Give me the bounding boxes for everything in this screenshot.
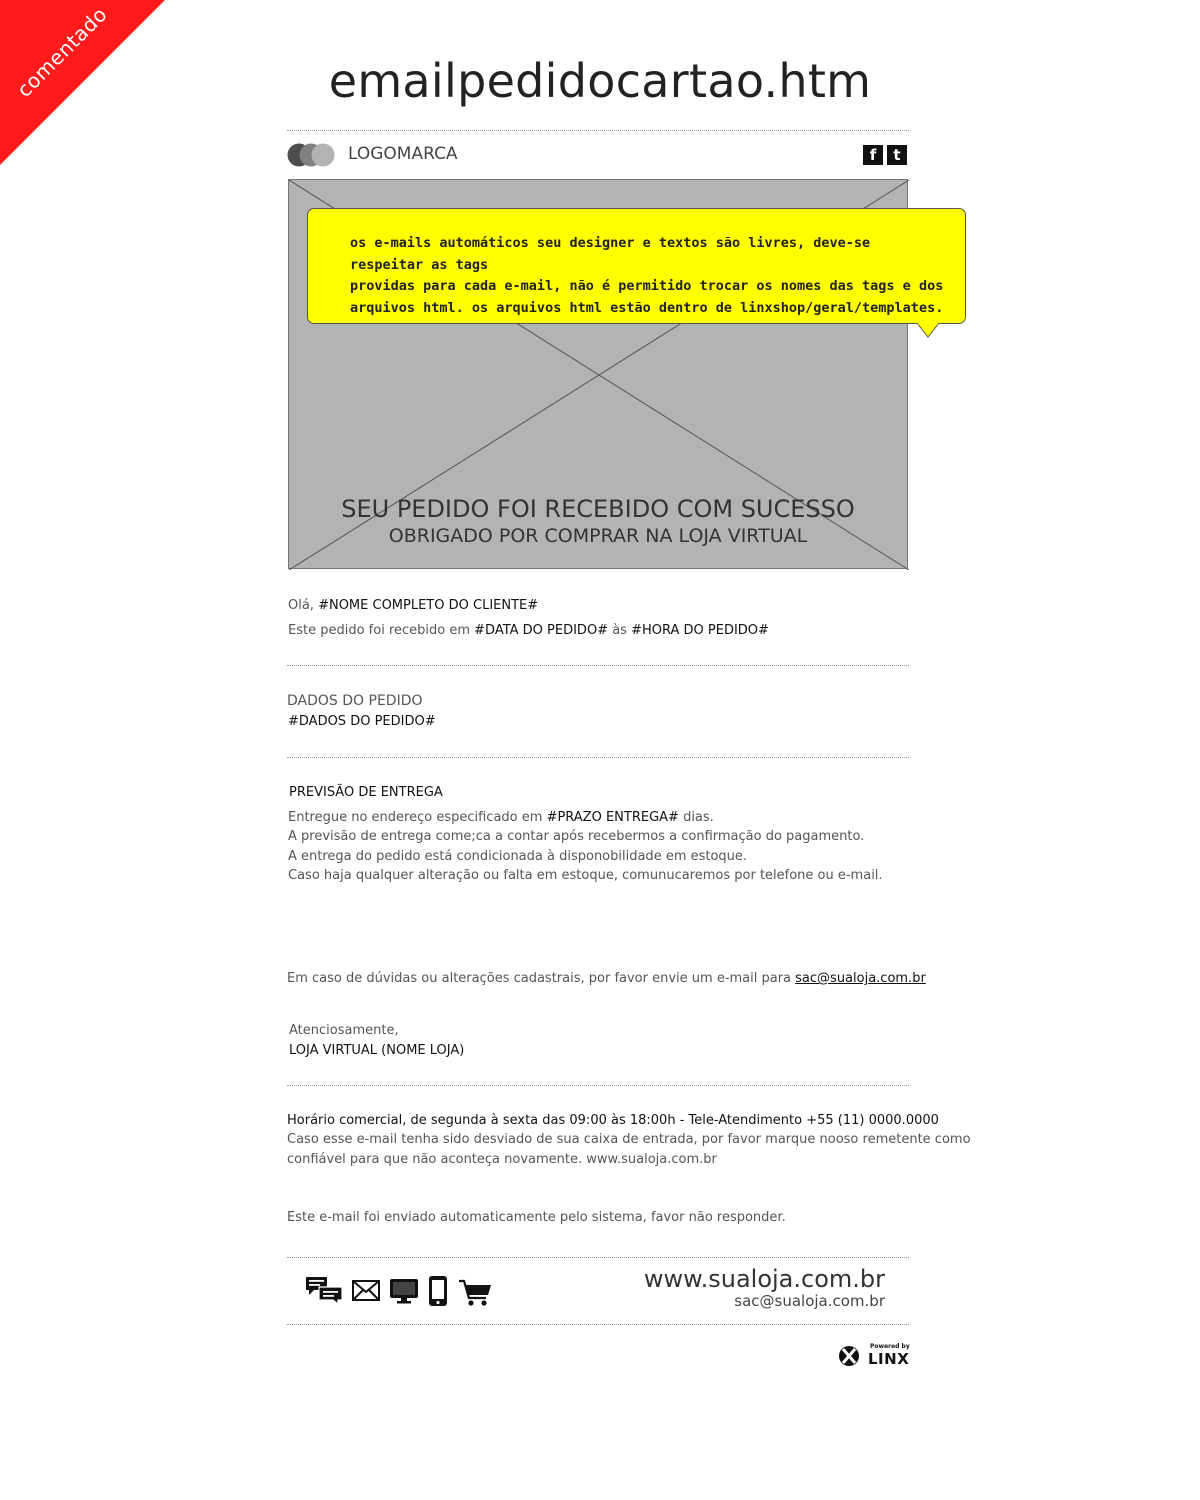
divider <box>287 757 909 758</box>
signoff-greeting: Atenciosamente, <box>289 1023 399 1038</box>
divider <box>287 1257 909 1258</box>
contact-text: Em caso de dúvidas ou alterações cadastrais, por favor envie um e-mail para <box>287 971 796 986</box>
comment-line: arquivos html. os arquivos html estão dentro de linxshop/geral/templates. <box>350 299 944 316</box>
footer-site[interactable]: www.sualoja.com.br <box>643 1265 885 1293</box>
received-line <box>288 623 769 638</box>
spam-notice-line-2: confiável para que não aconteça novamente. www.sualoja.com.br <box>287 1152 717 1167</box>
order-section-title: DADOS DO PEDIDO <box>287 693 423 709</box>
divider <box>287 1085 909 1086</box>
order-time-tag: #HORA DO PEDIDO# <box>631 623 769 638</box>
sac-email-link[interactable]: sac@sualoja.com.br <box>795 971 926 986</box>
facebook-icon[interactable]: f <box>863 145 883 165</box>
hero-subtitle: OBRIGADO POR COMPRAR NA LOJA VIRTUAL <box>388 525 808 547</box>
divider <box>287 665 909 666</box>
divider <box>287 1324 909 1325</box>
contact-line <box>287 971 926 986</box>
mobile-icon <box>428 1275 448 1307</box>
twitter-icon[interactable]: t <box>887 145 907 165</box>
bubble-tail-icon <box>915 323 941 339</box>
delivery-deadline-tag: #PRAZO ENTREGA# <box>546 810 679 825</box>
hero-title: SEU PEDIDO FOI RECEBIDO COM SUCESSO <box>341 495 855 523</box>
delivery-line-1-suffix: dias. <box>678 810 714 825</box>
delivery-line-1 <box>288 810 714 825</box>
logo-circles-icon <box>287 143 343 167</box>
monitor-icon <box>389 1278 419 1304</box>
spam-notice-line-1: Caso esse e-mail tenha sido desviado de sua caixa de entrada, por favor marque nooso remetente como <box>287 1132 971 1147</box>
customer-name-tag: #NOME COMPLETO DO CLIENTE# <box>318 598 539 613</box>
comment-line: os e-mails automáticos seu designer e textos são livres, deve-se respeitar as tags <box>350 235 871 273</box>
mail-icon <box>352 1280 380 1301</box>
divider <box>287 130 909 131</box>
delivery-line-1-prefix: Entregue no endereço especificado em <box>288 810 547 825</box>
linx-x-icon <box>838 1345 862 1367</box>
store-name: LOJA VIRTUAL (NOME LOJA) <box>289 1043 465 1058</box>
greeting-line <box>288 598 538 613</box>
chat-icon <box>305 1276 343 1304</box>
powered-by-linx-logo <box>838 1344 910 1368</box>
comment-line: providas para cada e-mail, não é permitido trocar os nomes das tags e dos <box>350 278 944 294</box>
delivery-line-3: A entrega do pedido está condicionada à disponobilidade em estoque. <box>288 849 748 864</box>
comment-bubble <box>307 208 966 324</box>
cart-icon <box>458 1279 492 1307</box>
greeting-prefix: Olá, <box>288 598 319 613</box>
ribbon-label: comentado <box>12 2 112 102</box>
powered-by-label: Powered by <box>870 1343 910 1350</box>
business-hours: Horário comercial, de segunda à sexta das 09:00 às 18:00h - Tele-Atendimento +55 (11) 0000.0000 <box>287 1113 939 1128</box>
linx-brand: LINX <box>868 1350 910 1368</box>
delivery-section-title: PREVISÃO DE ENTREGA <box>289 785 443 800</box>
comment-text <box>350 233 950 319</box>
received-prefix: Este pedido foi recebido em <box>288 623 475 638</box>
delivery-line-4: Caso haja qualquer alteração ou falta em estoque, comunucaremos por telefone ou e-mail. <box>288 868 883 883</box>
order-date-tag: #DATA DO PEDIDO# <box>474 623 609 638</box>
order-data-tag: #DADOS DO PEDIDO# <box>288 714 436 729</box>
logo-text: LOGOMARCA <box>348 144 458 164</box>
file-title: emailpedidocartao.htm <box>328 54 872 108</box>
footer-email[interactable]: sac@sualoja.com.br <box>734 1292 885 1310</box>
received-mid: às <box>608 623 632 638</box>
auto-notice: Este e-mail foi enviado automaticamente pelo sistema, favor não responder. <box>287 1210 786 1225</box>
delivery-line-2: A previsão de entrega come;ca a contar após recebermos a confirmação do pagamento. <box>288 829 865 844</box>
